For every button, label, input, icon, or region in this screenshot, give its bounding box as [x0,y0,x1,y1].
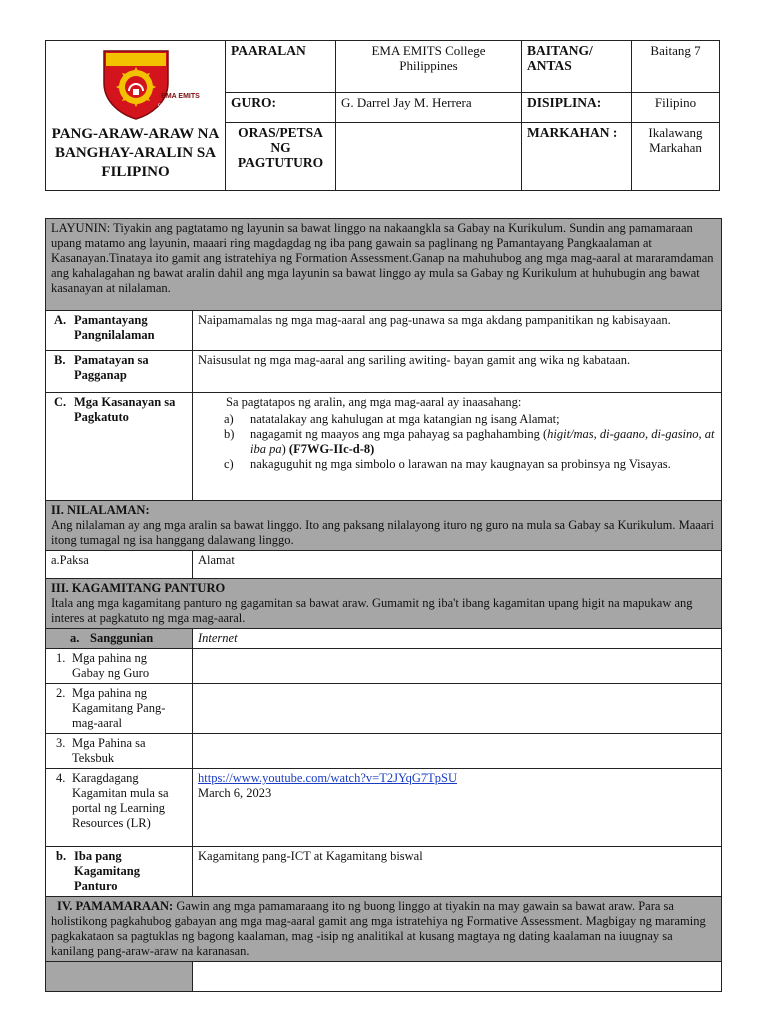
school-label: PAARALAN [226,41,336,93]
lr-portal-value [193,769,722,847]
pagganap-label [46,351,193,393]
time-value [336,123,522,191]
pamamaraan-text: Gawin ang mga pamamaraang ito ng buong linggo at tiyakin na may gawain sa bawat araw. Para sa holistikong pagkahubog gabayan ang mga mag-aaral gamit ang mga istratehiya ng Formative Assessment. Magbigay ng maraming pagkakataon sa pagtuklas ng bagong kaalaman, mag -isip ng analitikal at kusang magtaya ng dating kaalaman na iuugnay sa kanilang pang-araw-araw na karanasan. [51,899,706,958]
kagamitang-mag-aaral-value [193,684,722,734]
gabay-guro-value [193,649,722,684]
list-item: c) nakaguguhit ng mga simbolo o larawan na may kaugnayan sa probinsya ng Visayas. [224,457,671,471]
nilalaman-section [46,501,722,551]
school-value: EMA EMITS College Philippines [336,41,522,93]
kagamitan-title: III. KAGAMITANG PANTURO [51,581,226,595]
kasanayan-label-text: Mga Kasanayan sa Pagkatuto [74,395,176,424]
logo-title-cell [46,41,226,191]
paksa-label: a.Paksa [46,551,193,579]
logo-subtext: COLLEGE PHILIPPINES [157,101,204,107]
pamantayang-label-text: Pamantayang Pangnilalaman [74,313,155,342]
page-title: PANG-ARAW-ARAW NA BANGHAY-ARALIN SA FILIPINO [51,126,220,180]
empty-value-cell [193,962,722,992]
table-row: 3. Mga Pahina sa Teksbuk [46,734,193,769]
list-item: a) natatalakay ang kahulugan at mga katangian ng isang Alamat; [224,412,560,426]
sanggunian-value: Internet [193,629,722,649]
kagamitan-section [46,579,722,629]
teksbuk-value [193,734,722,769]
empty-label-cell [46,962,193,992]
teacher-label: GURO: [226,93,336,123]
letter-a: A. [54,313,67,327]
table-row: 4. Karagdagang Kagamitan mula sa portal ng Learning Resources (LR) [46,769,193,847]
teacher-value: G. Darrel Jay M. Herrera [336,93,522,123]
subject-value: Filipino [632,93,720,123]
header-table [45,40,720,191]
kasanayan-value [193,393,722,501]
subject-label: DISIPLINA: [522,93,632,123]
pamamaraan-section [46,897,722,962]
layunin-text: LAYUNIN: Tiyakin ang pagtatamo ng layunin sa bawat linggo na nakaangkla sa Gabay na Kurikulum. Sundin ang pamamaraan upang matamo ang layunin, maaari ring magdagdag ng iba pang gawain sa paglinang ng Pamantayang Pangkaalaman at Kasanayan.Tinataya ito gamit ang istratehiya ng Formation Assessment.Ganap na mahuhubog ang mga mag-aaral at mararamdaman ang kahalagahan ng bawat aralin dahil ang mga layunin sa bawat linggo ay mula sa Gabay ng Kurikulum at huhubugin ang bawat kasanayan at nilalaman. [46,219,722,311]
kagamitan-text: Itala ang mga kagamitang panturo ng gagamitan sa bawat araw. Gumamit ng iba't ibang kagamitan upang higit na mapukaw ang interes at pagkatuto ng mga mag-aaral. [51,596,693,625]
iba-pang-value: Kagamitang pang-ICT at Kagamitang biswal [193,847,722,897]
pamantayang-label [46,311,193,351]
kasanayan-intro: Sa pagtatapos ng aralin, ang mga mag-aaral ay inaasahang: [226,395,522,409]
letter-c: C. [54,395,67,409]
youtube-link[interactable]: https://www.youtube.com/watch?v=T2JYqG7TpSU [198,771,457,785]
competency-code: (F7WG-IIc-d-8) [288,442,375,456]
paksa-value: Alamat [193,551,722,579]
iba-pang-label: b. Iba pang Kagamitang Panturo [46,847,193,897]
resource-date: March 6, 2023 [198,786,272,800]
lesson-plan-table [45,218,722,992]
pamantayang-value: Naipamamalas ng mga mag-aaral ang pag-unawa sa mga akdang pampanitikan ng kabisayaan. [193,311,722,351]
pagganap-value: Naisusulat ng mga mag-aaral ang sariling awiting- bayan gamit ang wika ng kabataan. [193,351,722,393]
nilalaman-text: Ang nilalaman ay ang mga aralin sa bawat linggo. Ito ang paksang nilalayong ituro ng guro na mula sa Gabay sa Kurikulum. Maaari itong tumagal ng isa hanggang dalawang linggo. [51,518,715,547]
quarter-value: Ikalawang Markahan [632,123,720,191]
table-row: 2. Mga pahina ng Kagamitang Pang-mag-aaral [46,684,193,734]
nilalaman-title: II. NILALAMAN: [51,503,150,517]
grade-value: Baitang 7 [632,41,720,93]
sanggunian-label: a. Sanggunian [46,629,193,649]
letter-b: B. [54,353,66,367]
time-label: ORAS/PETSA NG PAGTUTURO [226,123,336,191]
pamamaraan-title: IV. PAMAMARAAN: [57,899,174,913]
pagganap-label-text: Pamatayan sa Pagganap [74,353,149,382]
table-row: 1. Mga pahina ng Gabay ng Guro [46,649,193,684]
kasanayan-list [198,412,716,472]
comparison-words: higit/mas, di-gaano, di-gasino, at iba pa [250,427,715,456]
list-item: b) nagagamit ng maayos ang mga pahayag sa paghahambing (higit/mas, di-gaano, di-gasino, at iba pa) (F7WG-IIc-d-8) [224,427,715,456]
kasanayan-label [46,393,193,501]
logo-text: EMA EMITS [161,92,200,100]
grade-label: BAITANG/ ANTAS [522,41,632,93]
quarter-label: MARKAHAN : [522,123,632,191]
